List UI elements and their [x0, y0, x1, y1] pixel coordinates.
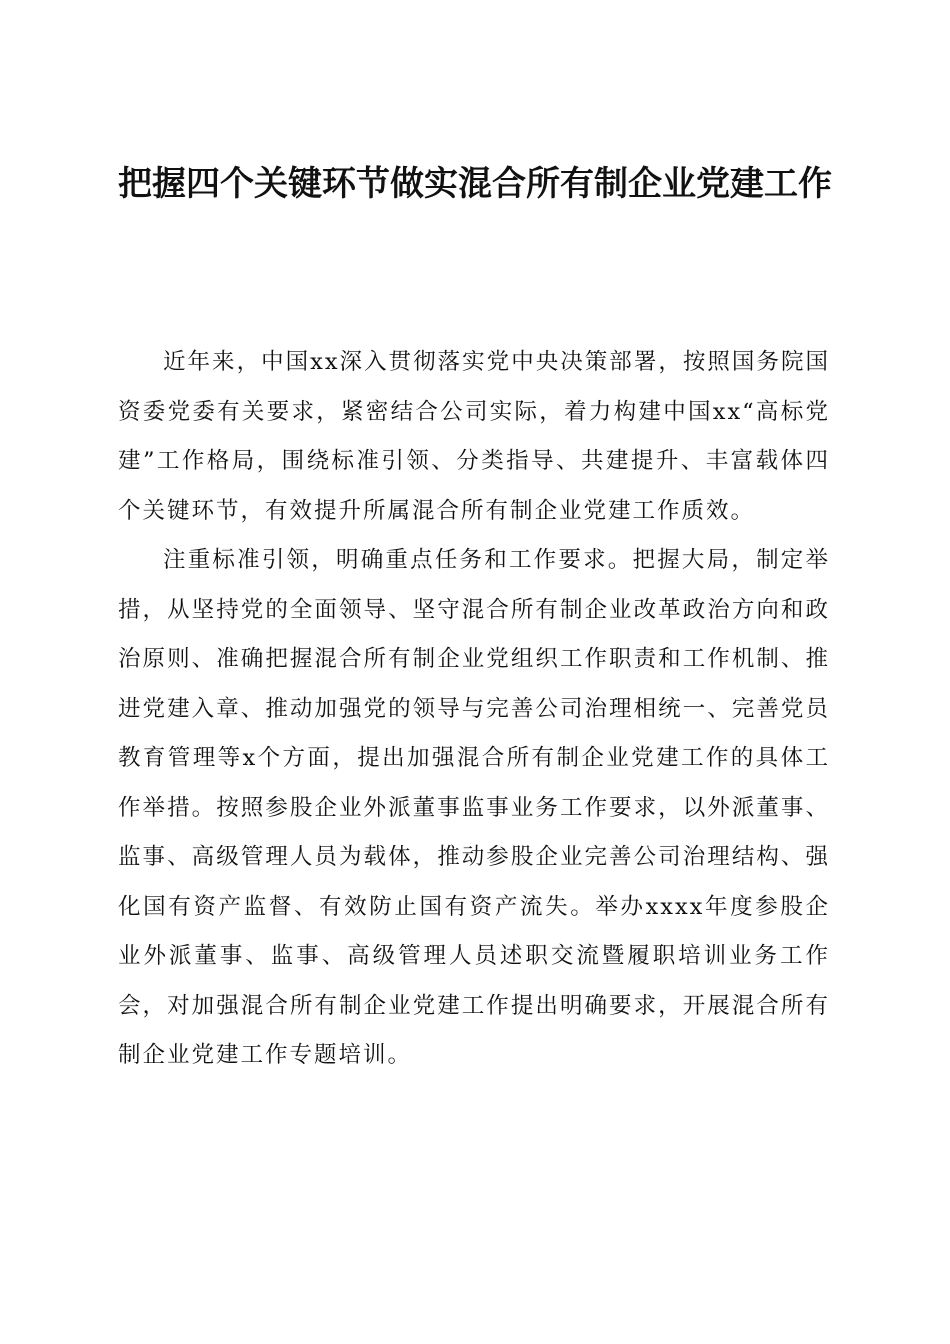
document-title: 把握四个关键环节做实混合所有制企业党建工作 — [118, 164, 832, 204]
paragraph-intro: 近年来，中国xx深入贯彻落实党中央决策部署，按照国务院国资委党委有关要求，紧密结合公司实际，着力构建中国xx“高标党建”工作格局，围绕标准引领、分类指导、共建提升、丰富载体四个关键环节，有效提升所属混合所有制企业党建工作质效。 — [118, 349, 830, 524]
paragraph-standard-guidance: 注重标准引领，明确重点任务和工作要求。把握大局，制定举措，从坚持党的全面领导、坚守混合所有制企业改革政治方向和政治原则、准确把握混合所有制企业党组织工作职责和工作机制、推进党建入章、推动加强党的领导与完善公司治理相统一、完善党员教育管理等x个方面，提出加强混合所有制企业党建工作的具体工作举措。按照参股企业外派董事监事业务工作要求，以外派董事、监事、高级管理人员为载体，推动参股企业完善公司治理结构、强化国有资产监督、有效防止国有资产流失。举办xxxx年度参股企业外派董事、监事、高级管理人员述职交流暨履职培训业务工作会，对加强混合所有制企业党建工作提出明确要求，开展混合所有制企业党建工作专题培训。 — [118, 547, 830, 1068]
document-body — [118, 338, 830, 1081]
